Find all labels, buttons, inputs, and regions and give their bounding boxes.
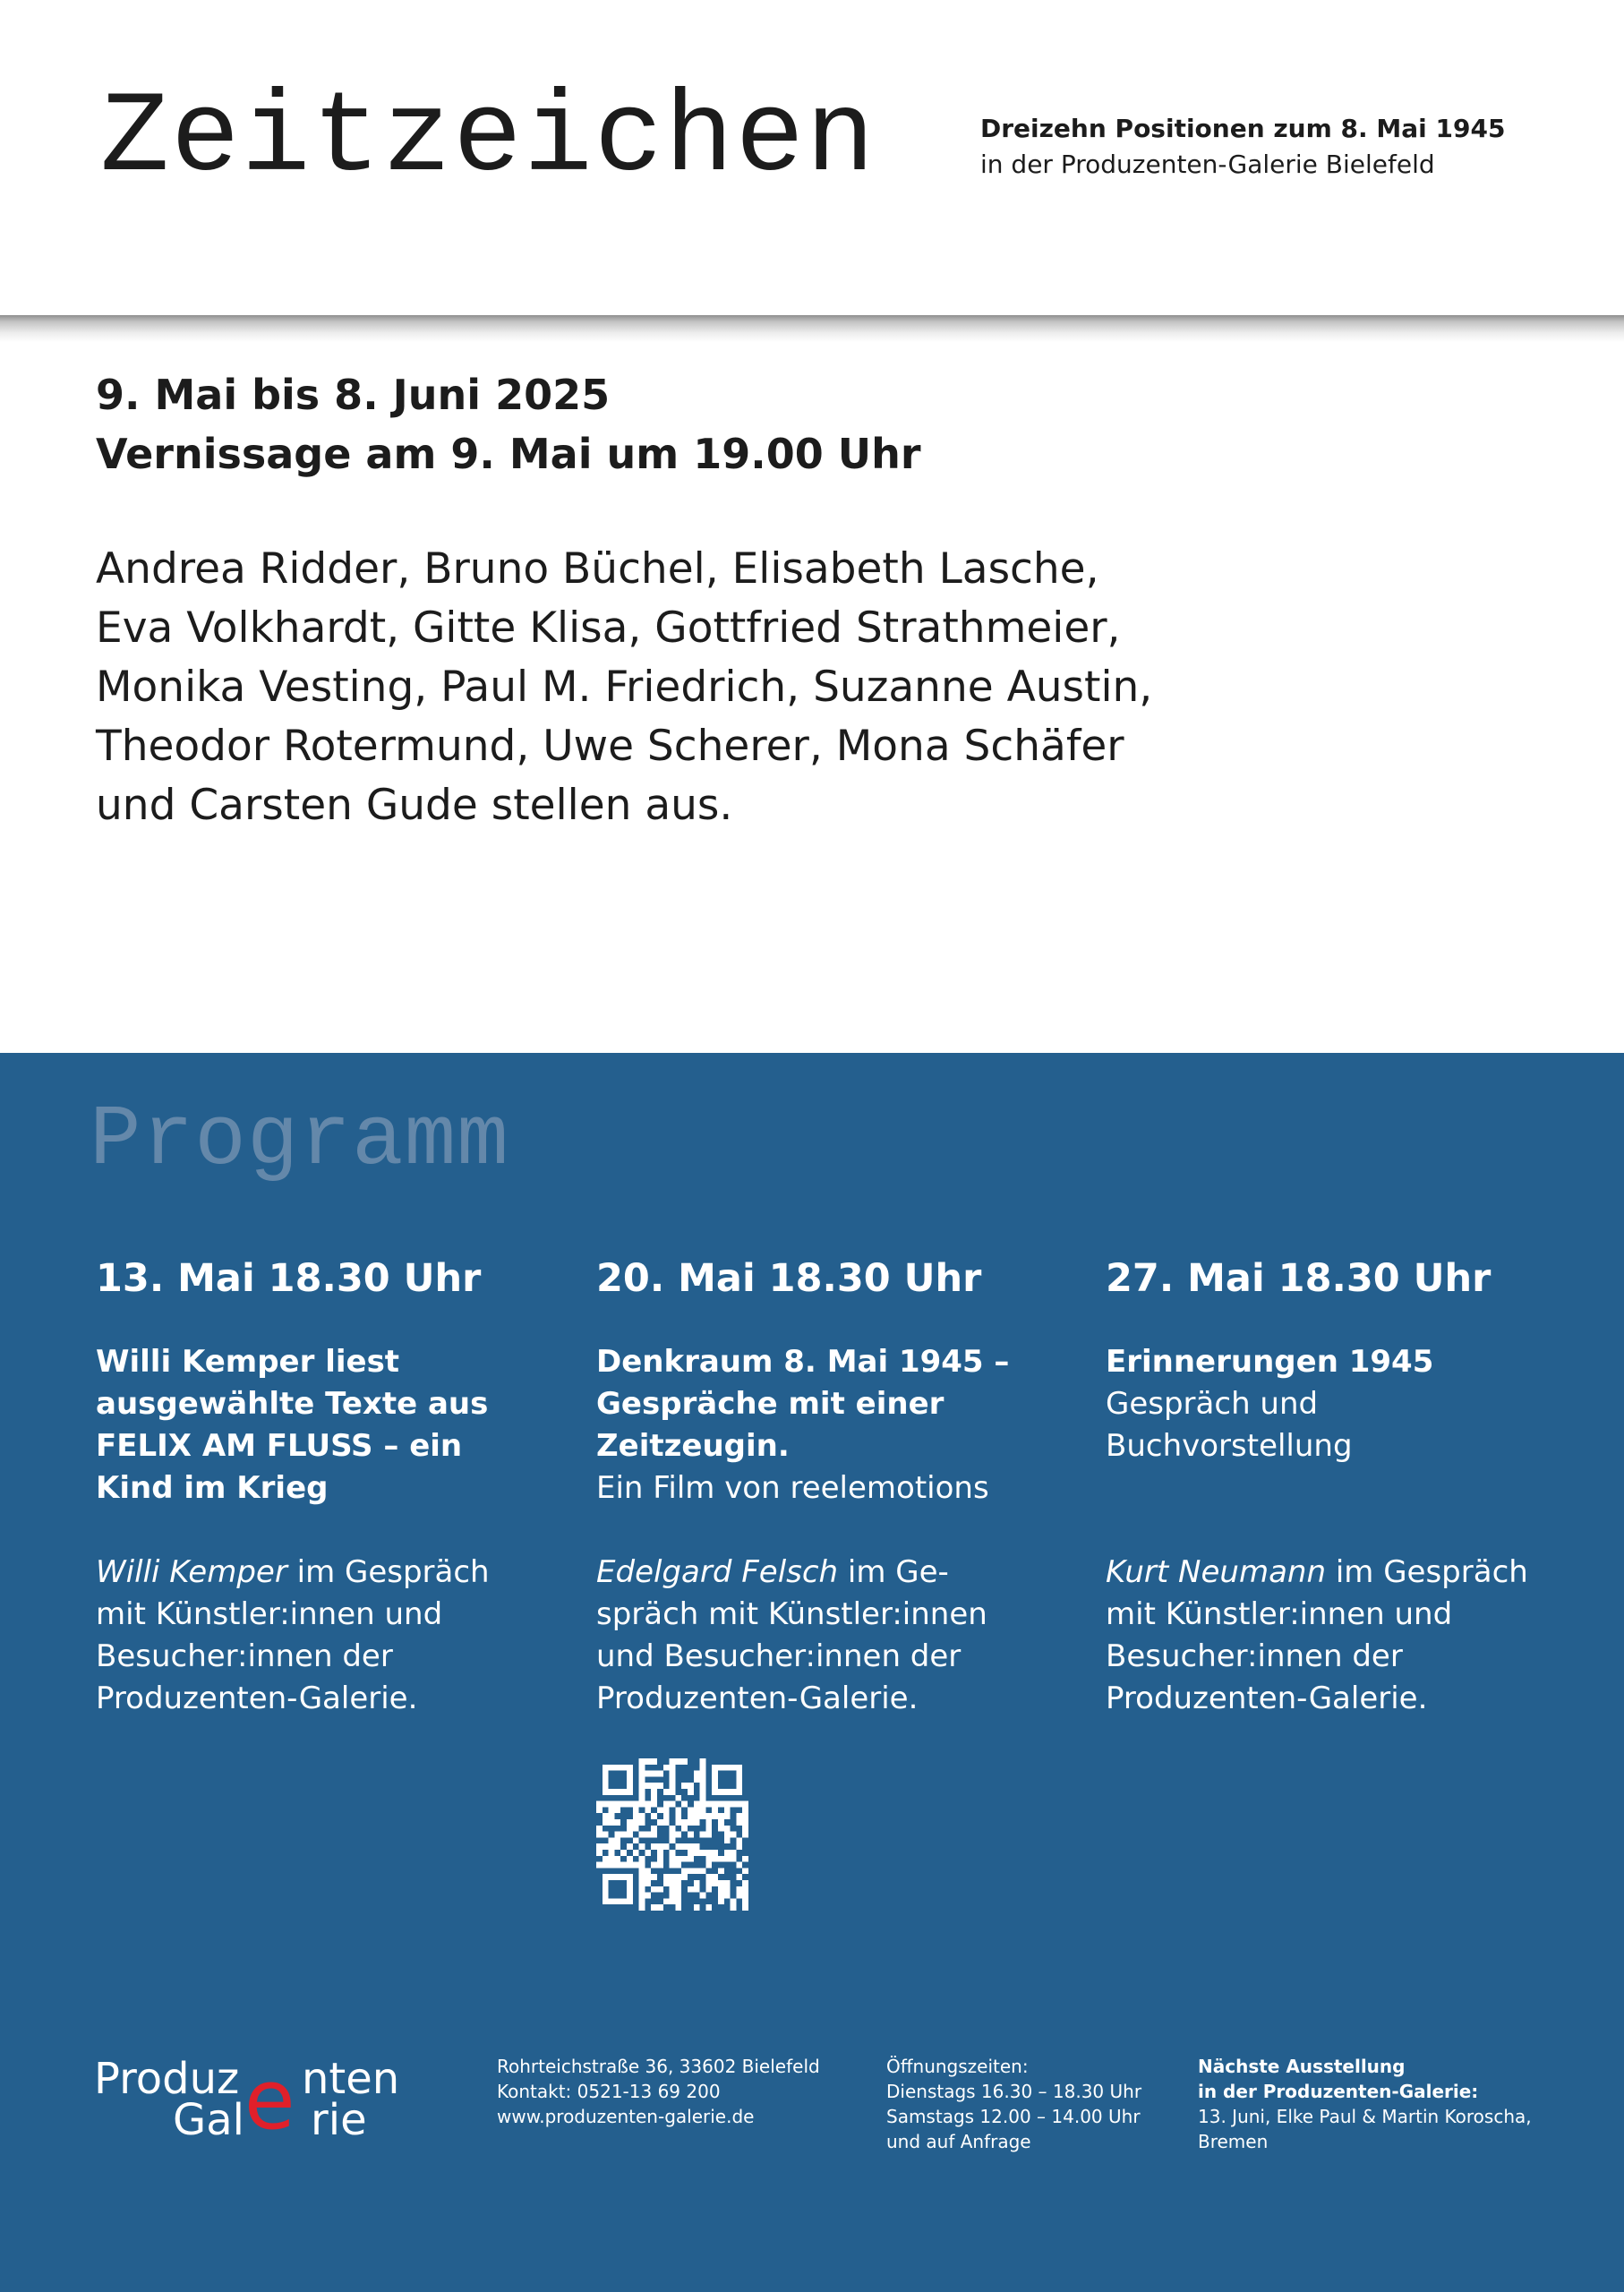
event-title-line: Kind im Krieg xyxy=(96,1470,329,1506)
event-talk xyxy=(596,1552,1098,1720)
talk-line: und Besucher:innen der xyxy=(596,1638,962,1674)
logo-text: Gal xyxy=(173,2095,244,2145)
program-panel xyxy=(0,1053,1624,2292)
hours-line: und auf Anfrage xyxy=(886,2131,1031,2152)
logo-text: rie xyxy=(311,2095,367,2145)
next-heading-line: Nächste Ausstellung xyxy=(1198,2056,1406,2077)
event-title-line: Zeitzeugin. xyxy=(596,1428,790,1464)
talk-line: Produzenten-Galerie. xyxy=(596,1681,919,1716)
talk-person: Kurt Neumann xyxy=(1106,1554,1327,1590)
talk-line: Besucher:innen der xyxy=(96,1638,393,1674)
talk-text: im Ge- xyxy=(838,1554,949,1590)
talk-line xyxy=(96,1552,597,1594)
next-heading-line: in der Produzenten-Galerie: xyxy=(1198,2081,1479,2102)
contact-line: Kontakt: 0521-13 69 200 xyxy=(497,2081,721,2102)
logo-text: Produz xyxy=(94,2054,240,2104)
talk-person: Edelgard Felsch xyxy=(596,1554,839,1590)
talk-line: mit Künstler:innen und xyxy=(1106,1596,1453,1632)
event-title-line: ausgewählte Texte aus xyxy=(96,1386,489,1422)
talk-text: im Gespräch xyxy=(286,1554,490,1590)
footer-hours xyxy=(886,2054,1141,2154)
event-talk xyxy=(96,1552,597,1720)
hours-line: Dienstags 16.30 – 18.30 Uhr xyxy=(886,2081,1142,2102)
date-range: 9. Mai bis 8. Juni 2025 xyxy=(96,371,611,419)
event-desc-line: Gespräch und xyxy=(1106,1386,1319,1422)
talk-line: Besucher:innen der xyxy=(1106,1638,1403,1674)
next-line: Bremen xyxy=(1198,2131,1269,2152)
event-title-line: FELIX AM FLUSS – ein xyxy=(96,1428,463,1464)
website-link[interactable]: www.produzenten-galerie.de xyxy=(497,2106,755,2127)
subtitle-bold: Dreizehn Positionen zum 8. Mai 1945 xyxy=(980,114,1506,143)
program-heading: Programm xyxy=(90,1091,509,1189)
event-desc-line: Ein Film von reelemotions xyxy=(596,1470,989,1506)
address-line: Rohrteichstraße 36, 33602 Bielefeld xyxy=(497,2056,820,2077)
artist-line: und Carsten Gude stellen aus. xyxy=(96,781,733,830)
opening-time: Vernissage am 9. Mai um 19.00 Uhr xyxy=(96,430,921,478)
artist-line: Monika Vesting, Paul M. Friedrich, Suzanne Austin, xyxy=(96,663,1153,712)
talk-line xyxy=(1106,1552,1607,1594)
artist-line: Eva Volkhardt, Gitte Klisa, Gottfried Strathmeier, xyxy=(96,603,1121,653)
artist-list xyxy=(96,540,1260,835)
talk-line xyxy=(596,1552,1098,1594)
event-1 xyxy=(96,1253,597,1720)
event-title-line: Denkraum 8. Mai 1945 – xyxy=(596,1344,1010,1380)
event-2 xyxy=(596,1253,1098,1720)
talk-line: mit Künstler:innen und xyxy=(96,1596,443,1632)
subtitle xyxy=(980,111,1505,183)
next-line: 13. Juni, Elke Paul & Martin Koroscha, xyxy=(1198,2106,1532,2127)
event-date: 13. Mai 18.30 Uhr xyxy=(96,1256,482,1301)
footer-next-exhibition xyxy=(1198,2054,1532,2154)
event-date: 27. Mai 18.30 Uhr xyxy=(1106,1256,1492,1301)
qr-code-icon[interactable] xyxy=(596,1758,748,1911)
footer-address xyxy=(497,2054,820,2129)
event-3 xyxy=(1106,1253,1607,1720)
talk-line: Produzenten-Galerie. xyxy=(96,1681,418,1716)
talk-text: im Gespräch xyxy=(1326,1554,1528,1590)
event-title-line: Erinnerungen 1945 xyxy=(1106,1344,1434,1380)
logo-accent-letter: e xyxy=(244,2052,295,2148)
header xyxy=(0,0,1624,315)
event-title-line: Willi Kemper liest xyxy=(96,1344,400,1380)
talk-line: spräch mit Künstler:innen xyxy=(596,1596,987,1632)
event-desc-line: Buchvorstellung xyxy=(1106,1428,1353,1464)
subtitle-location: in der Produzenten-Galerie Bielefeld xyxy=(980,150,1435,179)
artist-line: Andrea Ridder, Bruno Büchel, Elisabeth Lasche, xyxy=(96,544,1099,594)
logo xyxy=(94,2048,425,2147)
talk-line: Produzenten-Galerie. xyxy=(1106,1681,1428,1716)
event-description xyxy=(96,1341,597,1509)
event-date: 20. Mai 18.30 Uhr xyxy=(596,1256,982,1301)
event-title-line: Gespräche mit einer xyxy=(596,1386,944,1422)
hours-line: Samstags 12.00 – 14.00 Uhr xyxy=(886,2106,1141,2127)
event-description xyxy=(1106,1341,1607,1467)
talk-person: Willi Kemper xyxy=(96,1554,287,1590)
hours-line: Öffnungszeiten: xyxy=(886,2056,1029,2077)
page-title: Zeitzeichen xyxy=(100,74,876,204)
header-divider xyxy=(0,315,1624,342)
event-description xyxy=(596,1341,1098,1509)
event-talk xyxy=(1106,1552,1607,1720)
artist-line: Theodor Rotermund, Uwe Scherer, Mona Schäfer xyxy=(96,722,1124,771)
exhibition-dates xyxy=(96,365,921,483)
logo-text: nten xyxy=(302,2054,400,2104)
